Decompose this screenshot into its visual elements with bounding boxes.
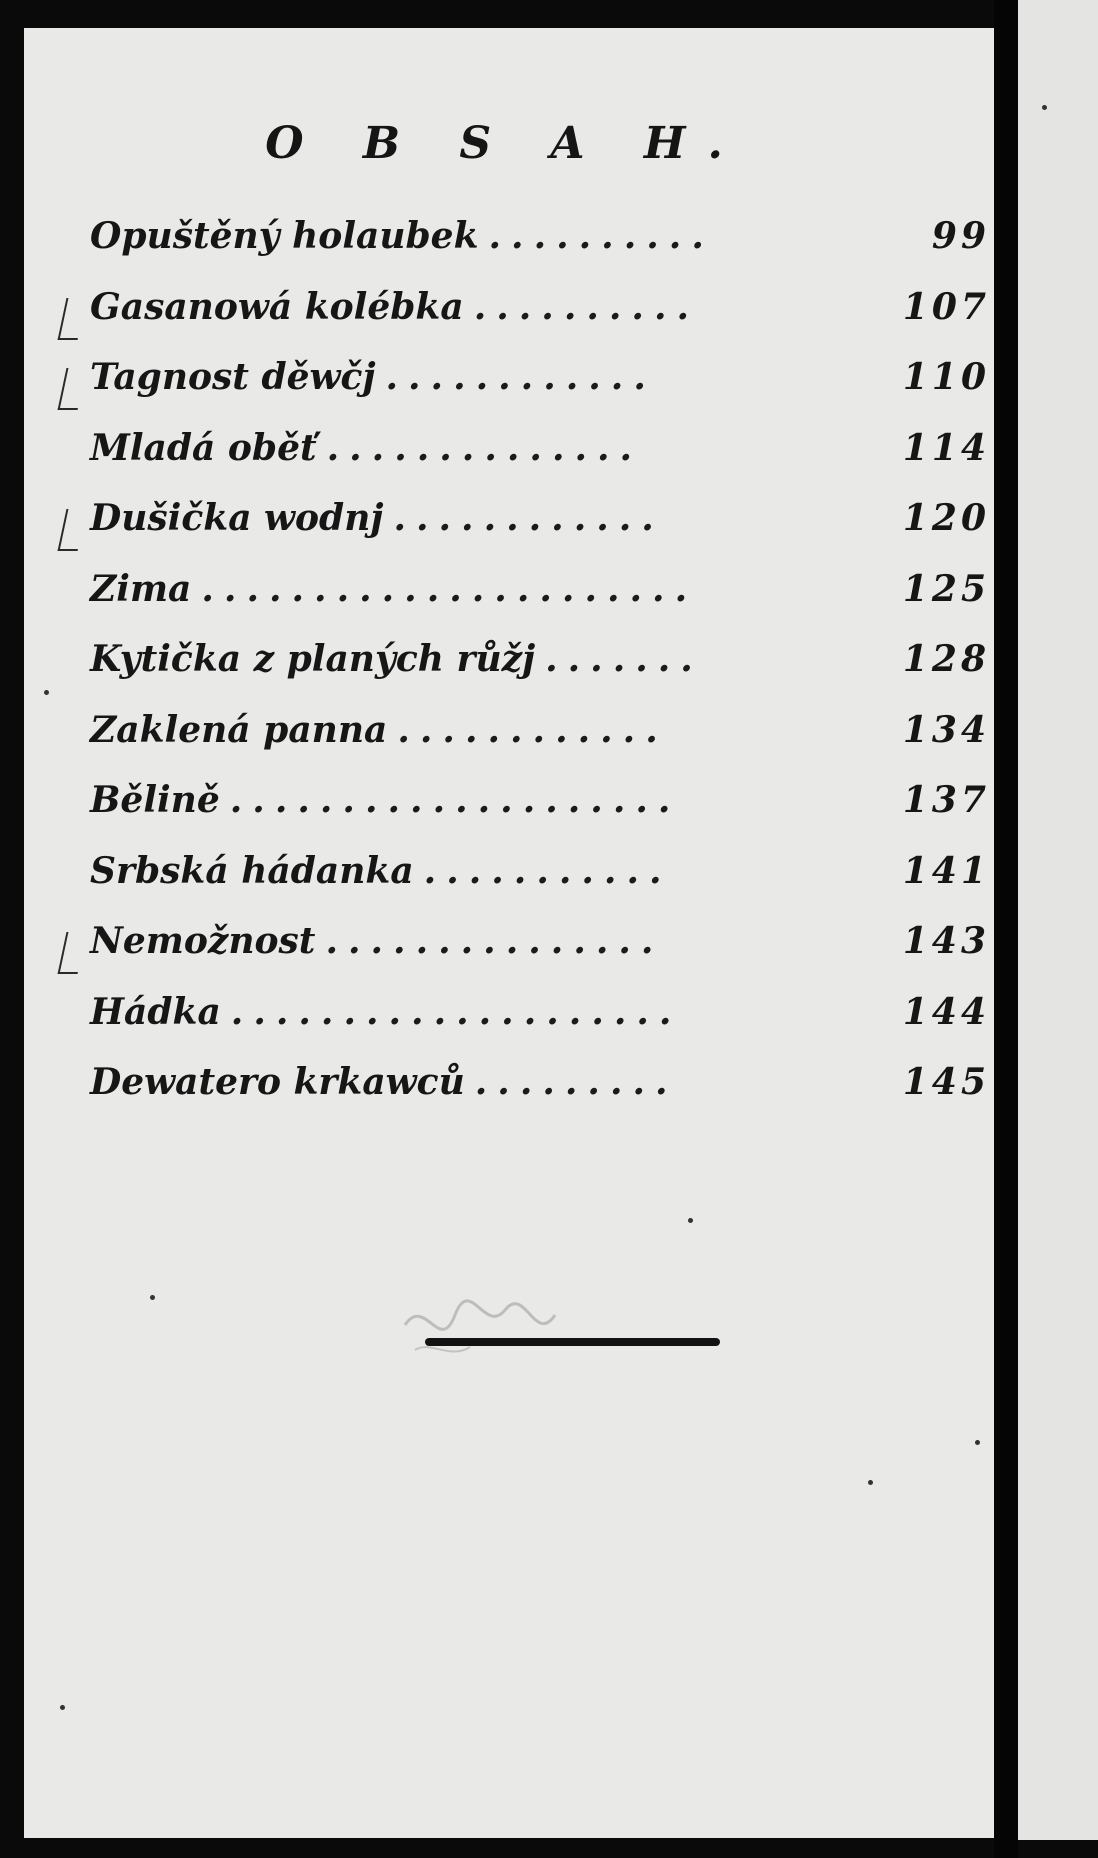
toc-entry (90, 497, 990, 568)
ink-speck (150, 1295, 155, 1300)
toc-entry-leader: .................... (229, 779, 681, 821)
toc-entry-title: Dušička wodnj (90, 497, 384, 539)
toc-entry-leader: .......... (473, 285, 700, 328)
toc-entry (90, 638, 990, 709)
ink-speck (60, 1705, 65, 1710)
toc-entry-leader: ......... (474, 1061, 678, 1103)
toc-entry-title: Srbská hádanka (90, 849, 414, 892)
toc-entry-title: Opuštěný holaubek (90, 215, 479, 257)
right-page (1010, 0, 1098, 1840)
toc-entry (90, 427, 990, 498)
toc-entry (90, 286, 990, 357)
page-gutter (994, 0, 1018, 1858)
toc-entry-title: Hádka (90, 990, 221, 1033)
toc-entry-title: Nemožnost (90, 920, 316, 962)
toc-entry-leader: .................... (230, 990, 682, 1033)
ink-speck (975, 1440, 980, 1445)
toc-entry (90, 779, 990, 850)
ink-speck (688, 1218, 693, 1223)
faded-pencil-note (395, 1285, 565, 1365)
table-of-contents (90, 215, 990, 1132)
toc-entry-leader: ............ (397, 708, 668, 751)
toc-entry-leader: ............... (325, 920, 664, 962)
toc-entry (90, 920, 990, 991)
toc-entry-leader: ....... (545, 638, 703, 680)
page-heading: O B S A H. (265, 118, 745, 169)
toc-entry-page: 125 (902, 567, 990, 610)
toc-entry-leader: ...................... (201, 567, 698, 610)
toc-entry (90, 568, 990, 639)
toc-entry-page: 134 (902, 708, 990, 751)
toc-entry-page: 120 (902, 497, 990, 539)
toc-entry-page: 144 (902, 990, 990, 1033)
toc-entry-title: Kytička z planých růžj (90, 638, 536, 680)
ink-speck (44, 690, 49, 695)
toc-entry-page: 137 (902, 779, 990, 821)
ink-speck (868, 1480, 873, 1485)
toc-entry (90, 1061, 990, 1132)
toc-entry-page: 110 (902, 356, 990, 398)
toc-entry (90, 991, 990, 1062)
toc-entry-title: Dewatero krkawců (90, 1061, 465, 1103)
faded-handwriting-icon (395, 1285, 565, 1365)
toc-entry-leader: .............. (326, 426, 643, 469)
toc-entry (90, 709, 990, 780)
toc-entry-title: Bělině (90, 779, 220, 821)
toc-entry-page: 114 (902, 426, 990, 469)
toc-entry (90, 215, 990, 286)
toc-entry-title: Gasanowá kolébka (90, 285, 464, 328)
end-rule (425, 1338, 720, 1346)
toc-entry-page: 107 (902, 285, 990, 328)
toc-entry (90, 356, 990, 427)
ink-speck (1042, 105, 1047, 110)
toc-entry-page: 128 (902, 638, 990, 680)
toc-entry (90, 850, 990, 921)
toc-entry-page: 145 (902, 1061, 990, 1103)
toc-entry-leader: ............ (393, 497, 664, 539)
toc-entry-leader: ........... (423, 849, 672, 892)
toc-entry-title: Tagnost děwčj (90, 356, 376, 398)
toc-entry-page: 99 (931, 215, 990, 257)
toc-entry-page: 141 (902, 849, 990, 892)
toc-entry-leader: ............ (385, 356, 656, 398)
toc-entry-title: Zaklená panna (90, 708, 388, 751)
toc-entry-page: 143 (902, 920, 990, 962)
toc-entry-leader: .......... (488, 215, 714, 257)
toc-entry-title: Zima (90, 567, 192, 610)
toc-entry-title: Mladá oběť (90, 426, 317, 469)
